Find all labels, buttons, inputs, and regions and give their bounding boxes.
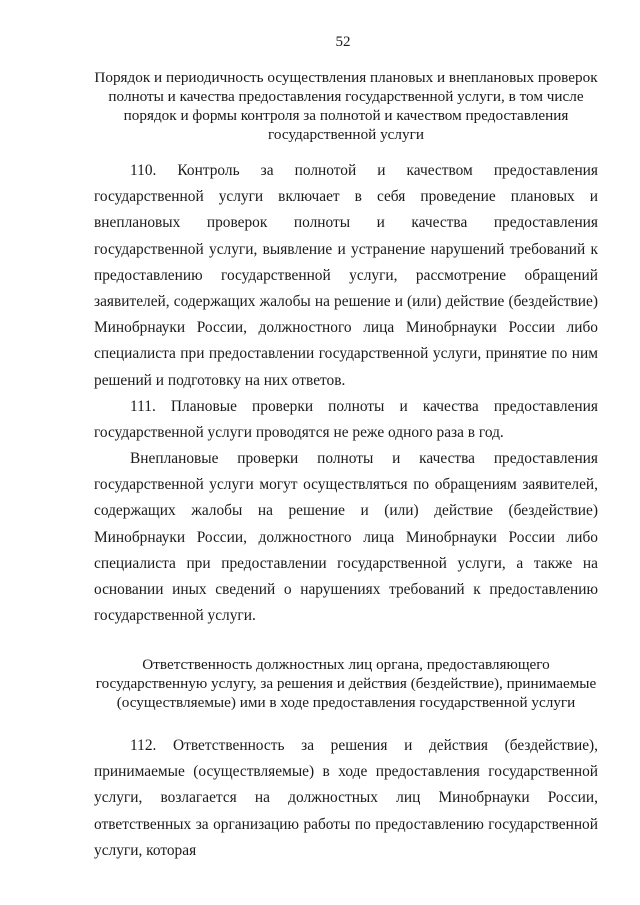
paragraph-112: 112. Ответственность за решения и действия (бездействие), принимаемые (осуществляемые) в ходе предоставления государственной услуги, возлагается на должностных лиц Минобрнауки России, ответственных за организацию работы по предоставлению государственной услуги, которая — [94, 737, 598, 859]
section-heading-responsibility: Ответственность должностных лиц органа, предоставляющего государственную услугу, за решения и действия (бездействие), принимаемые (осуществляемые) ими в ходе предоставления государственной услуги — [95, 656, 597, 711]
paragraph-unscheduled-checks: Внеплановые проверки полноты и качества предоставления государственной услуги могут осуществляться по обращениям заявителей, содержащих жалобы на решение и (или) действие (бездействие) Минобрнауки России, должностного лица Минобрнауки России либо специалиста при предоставлении государственной услуги, а также на основании иных сведений о нарушениях требований к предоставлению государственной услуги. — [94, 450, 598, 625]
paragraph-110: 110. Контроль за полнотой и качеством предоставления государственной услуги включает в себя проведение плановых и внеплановых проверок полноты и качества предоставления государственной услуги, выявление и устранение нарушений требований к предоставлению государственной услуги, рассмотрение обращений заявителей, содержащих жалобы на решение и (или) действие (бездействие) Минобрнауки России, должностного лица Минобрнауки России либо специалиста при предоставлении государственной услуги, принятие по ним решений и подготовку на них ответов. — [94, 162, 598, 389]
page-number: 52 — [335, 34, 351, 50]
section-heading-control: Порядок и периодичность осуществления плановых и внеплановых проверок полноты и качества предоставления государственной услуги, в том числе порядок и формы контроля за полнотой и качеством предоставления государственной услуги — [94, 69, 598, 143]
paragraph-111: 111. Плановые проверки полноты и качества предоставления государственной услуги проводятся не реже одного раза в год. — [94, 398, 598, 442]
